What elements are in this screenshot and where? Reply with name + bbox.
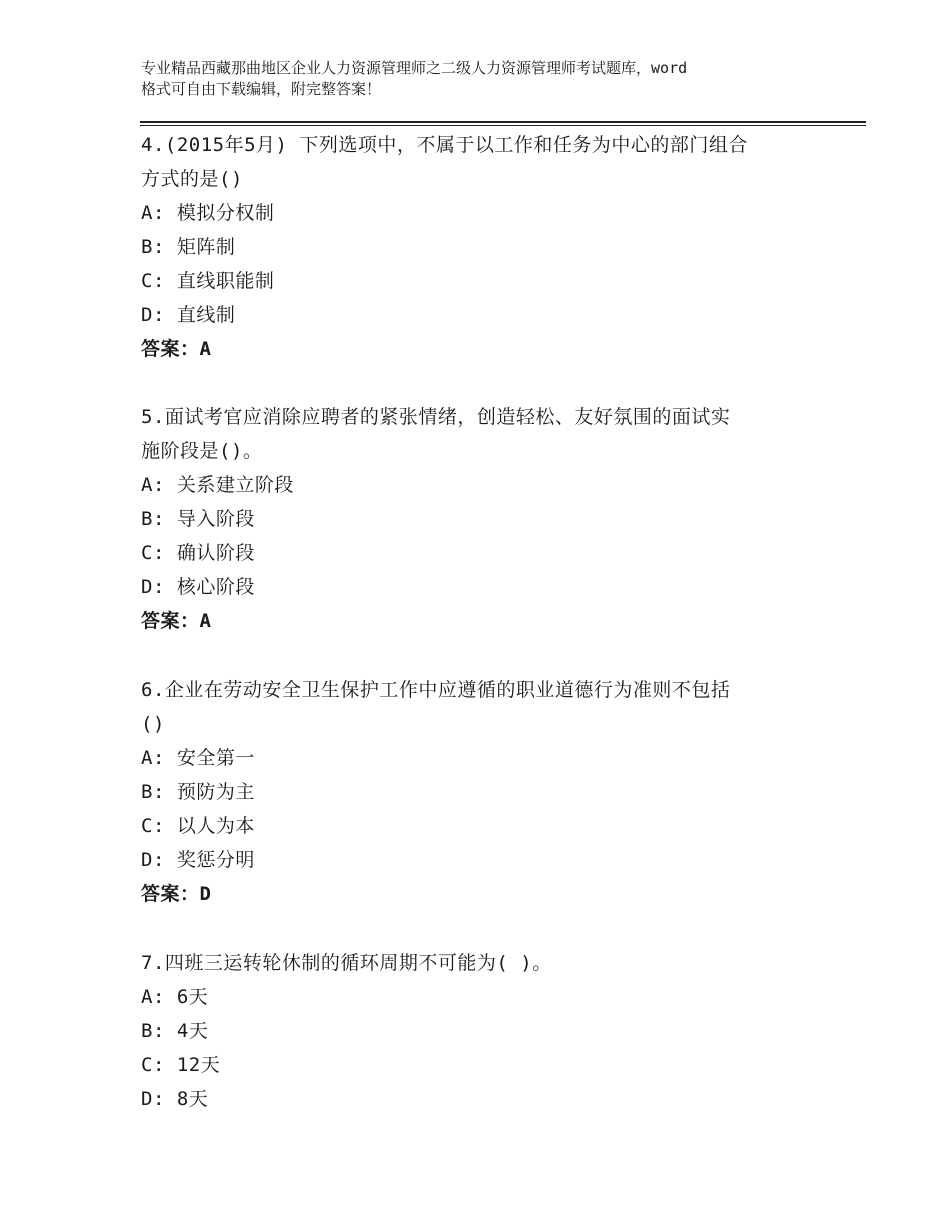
option-c: C: 以人为本 bbox=[141, 815, 255, 837]
question-stem: 5.面试考官应消除应聘者的紧张情绪，创造轻松、友好氛围的面试实 bbox=[141, 406, 731, 428]
header-line-2: 格式可自由下载编辑，附完整答案！ bbox=[141, 80, 382, 98]
question-5 bbox=[141, 400, 821, 638]
answer: 答案：A bbox=[141, 610, 212, 632]
option-d: D: 8天 bbox=[141, 1088, 209, 1110]
answer: 答案：D bbox=[141, 883, 212, 905]
option-a: A: 关系建立阶段 bbox=[141, 474, 294, 496]
option-b: B: 导入阶段 bbox=[141, 508, 255, 530]
option-a: A: 模拟分权制 bbox=[141, 202, 275, 224]
option-b: B: 矩阵制 bbox=[141, 236, 236, 258]
option-d: D: 奖惩分明 bbox=[141, 849, 255, 871]
option-c: C: 12天 bbox=[141, 1054, 221, 1076]
question-stem-continued: 方式的是() bbox=[141, 168, 243, 190]
question-stem: 6.企业在劳动安全卫生保护工作中应遵循的职业道德行为准则不包括 bbox=[141, 679, 731, 701]
question-stem-continued: () bbox=[141, 713, 165, 735]
question-stem: 4.(2015年5月) 下列选项中，不属于以工作和任务为中心的部门组合 bbox=[141, 134, 748, 156]
option-c: C: 确认阶段 bbox=[141, 542, 255, 564]
header-divider-thin bbox=[140, 125, 866, 126]
question-stem: 7.四班三运转轮休制的循环周期不可能为( )。 bbox=[141, 952, 552, 974]
header-divider-thick bbox=[140, 121, 866, 123]
option-c: C: 直线职能制 bbox=[141, 270, 275, 292]
question-6 bbox=[141, 673, 821, 911]
document-header bbox=[141, 58, 831, 100]
option-d: D: 直线制 bbox=[141, 304, 236, 326]
option-d: D: 核心阶段 bbox=[141, 576, 255, 598]
header-line-1: 专业精品西藏那曲地区企业人力资源管理师之二级人力资源管理师考试题库，word bbox=[141, 59, 688, 77]
question-7 bbox=[141, 946, 821, 1116]
option-a: A: 安全第一 bbox=[141, 747, 255, 769]
answer: 答案：A bbox=[141, 338, 212, 360]
option-b: B: 预防为主 bbox=[141, 781, 255, 803]
option-a: A: 6天 bbox=[141, 986, 209, 1008]
question-4 bbox=[141, 128, 821, 366]
option-b: B: 4天 bbox=[141, 1020, 209, 1042]
question-stem-continued: 施阶段是()。 bbox=[141, 440, 263, 462]
